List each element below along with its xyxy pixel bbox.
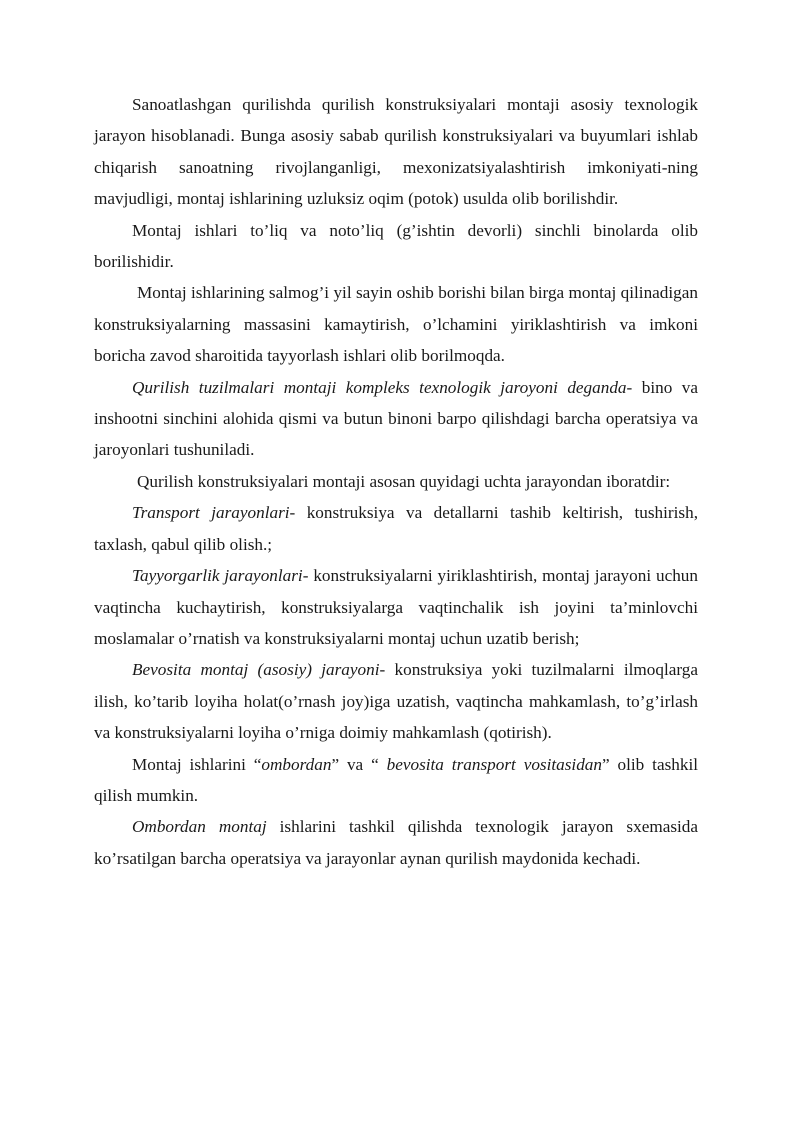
paragraph-text: Sanoatlashgan qurilishda qurilish konstruksiyalari montaji asosiy texnologik jarayon hisoblanadi. Bunga asosiy sabab qurilish konstruksiyalari va buyumlari ishlab chiqarish sanoatning rivojlanganligi, mexonizatsiyalashtirish imkoniyati-ning mavjudligi, montaj ishlarining uzluksiz oqim (potok) usulda olib borilishdir. [94,95,698,209]
term-italic: Qurilish tuzilmalari montaji kompleks texnologik jaroyoni deganda- [132,377,633,397]
term-italic: Tayyorgarlik jarayonlari- [132,566,309,586]
paragraph-text: ” olib tashkil qilish mumkin. [94,754,698,805]
paragraph-preparation-processes [94,560,698,654]
paragraph-text: bino va inshootni sinchini alohida qismi va butun binoni barpo qilishdagi barcha operatsiya va jaroyonlari tushuniladi. [94,377,699,460]
paragraph-text: ishlarini tashkil qilishda texnologik jarayon sxemasida ko’rsatilgan barcha operatsiya va jarayonlar aynan qurilish maydonida kechadi. [94,817,699,868]
paragraph-text: Montaj ishlarining salmog’i yil sayin oshib borishi bilan birga montaj qilinadigan konstruksiyalarning massasini kamaytirish, o’lchamini yiriklashtirish va imkoni boricha zavod sharoitida tayyorlash ishlari olib borilmoqda. [94,283,698,366]
term-italic: Bevosita montaj (asosiy) jarayoni- [132,660,386,680]
paragraph-text: Montaj ishlarini “ [132,754,262,774]
paragraph-text: ” va “ [331,754,387,774]
paragraph-complex-process-definition [94,372,698,466]
paragraph-industrial-construction [94,89,698,215]
term-italic: Ombordan montaj [132,817,267,837]
paragraph-direct-montage [94,654,698,748]
paragraph-text: konstruksiya yoki tuzilmalarni ilmoqlarga ilish, ko’tarib loyiha holat(o’rnash joy)iga uzatish, vaqtincha mahkamlash, to’g’irlash va konstruksiyalarni loyiha o’rniga doimiy mahkamlash (qotirish). [94,660,699,743]
paragraph-montage-works [94,215,698,278]
term-italic: Transport jarayonlari- [132,503,296,523]
paragraph-text: konstruksiya va detallarni tashib keltirish, tushirish, taxlash, qabul qilib olish.; [94,503,698,554]
paragraph-three-processes [94,466,698,497]
document-page [94,89,698,874]
paragraph-montage-organization [94,749,698,812]
paragraph-text: Montaj ishlari to’liq va noto’liq (g’ishtin devorli) sinchli binolarda olib borilishidir. [94,220,698,272]
paragraph-montage-share [94,277,698,371]
paragraph-text: konstruksiyalarni yiriklashtirish, montaj jarayoni uchun vaqtincha kuchaytirish, konstruksiyalarga vaqtinchalik ish joyini ta’minlovchi moslamalar o’rnatish va konstruksiyalarni montaj uchun uzatib berish; [94,566,698,648]
paragraph-text: Qurilish konstruksiyalari montaji asosan quyidagi uchta jarayondan iboratdir: [137,471,671,491]
paragraph-warehouse-montage [94,811,698,874]
paragraph-transport-processes [94,497,698,560]
term-italic: ombordan [261,754,332,774]
term-italic: bevosita transport vositasidan [386,754,602,774]
